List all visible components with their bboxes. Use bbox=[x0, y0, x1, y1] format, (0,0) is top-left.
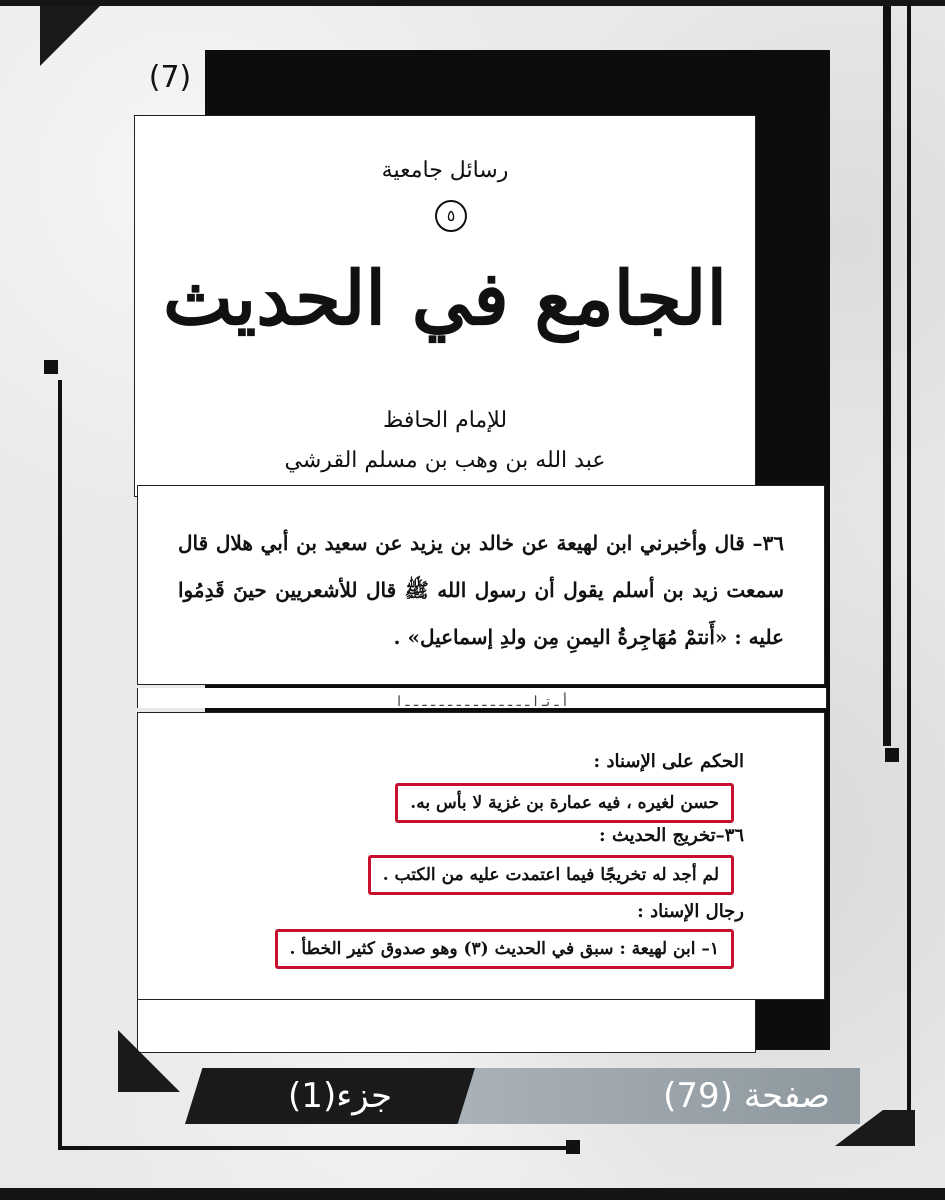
cut-strip-text: أ ـ تـ ا ـ ـ ـ ـ ـ ـ ـ ـ ـ ـ ـ ـ ـ ـ ـ ا bbox=[397, 694, 567, 708]
part-label: جزء(1) bbox=[288, 1076, 392, 1116]
lower-page-edge bbox=[137, 1000, 756, 1053]
series-number: ٥ bbox=[435, 200, 467, 232]
book-title: الجامع في الحديث bbox=[163, 256, 727, 342]
ruling-highlight bbox=[395, 783, 734, 823]
author-name: عبد الله بن وهب بن مسلم القرشي bbox=[284, 448, 606, 473]
frame-line-left bbox=[58, 380, 62, 1150]
corner-ornament-bottom-left bbox=[118, 1030, 180, 1092]
narrators-highlight bbox=[275, 929, 734, 969]
author-label: للإمام الحافظ bbox=[382, 408, 508, 433]
top-border-bar bbox=[0, 0, 945, 6]
frame-line-right-upper bbox=[883, 6, 891, 746]
frame-square-bottom bbox=[566, 1140, 580, 1154]
narrators-text: ١– ابن لهيعة : سبق في الحديث (٣) وهو صدوق كثير الخطأ . bbox=[289, 939, 719, 959]
page-number-label: صفحة (79) bbox=[663, 1076, 830, 1116]
corner-ornament-top-left bbox=[40, 6, 100, 66]
ruling-text: حسن لغيره ، فيه عمارة بن غزية لا بأس به. bbox=[410, 793, 719, 813]
book-cover bbox=[134, 115, 756, 497]
notes-excerpt bbox=[137, 712, 825, 1000]
hadith-excerpt bbox=[137, 485, 825, 685]
page-label: (7) bbox=[148, 60, 192, 95]
hadith-text: ٣٦– قال وأخبرني ابن لهيعة عن خالد بن يزيد عن سعيد بن أبي هلال قال سمعت زيد بن أسلم يقول أن رسول الله ﷺ قال للأشعريين حينَ قَدِمُوا عليه : «أَنتمْ مُهَاجِرةُ اليمنِ مِن ولدِ إسماعيل» . bbox=[178, 531, 784, 649]
frame-square-left bbox=[44, 360, 58, 374]
takhrij-text: لم أجد له تخريجًا فيما اعتمدت عليه من الكتب . bbox=[382, 865, 719, 885]
frame-line-bottom bbox=[60, 1146, 580, 1150]
frame-line-right-outer bbox=[907, 6, 911, 1116]
takhrij-heading: ٣٦–تخريج الحديث : bbox=[599, 825, 744, 846]
takhrij-highlight bbox=[368, 855, 734, 895]
narrators-heading: رجال الإسناد : bbox=[637, 901, 744, 922]
bottom-border-bar bbox=[0, 1188, 945, 1200]
cut-text-strip bbox=[137, 688, 827, 708]
frame-square-right bbox=[885, 748, 899, 762]
ruling-heading: الحكم على الإسناد : bbox=[593, 751, 744, 772]
series-title: رسائل جامعية bbox=[381, 158, 509, 183]
